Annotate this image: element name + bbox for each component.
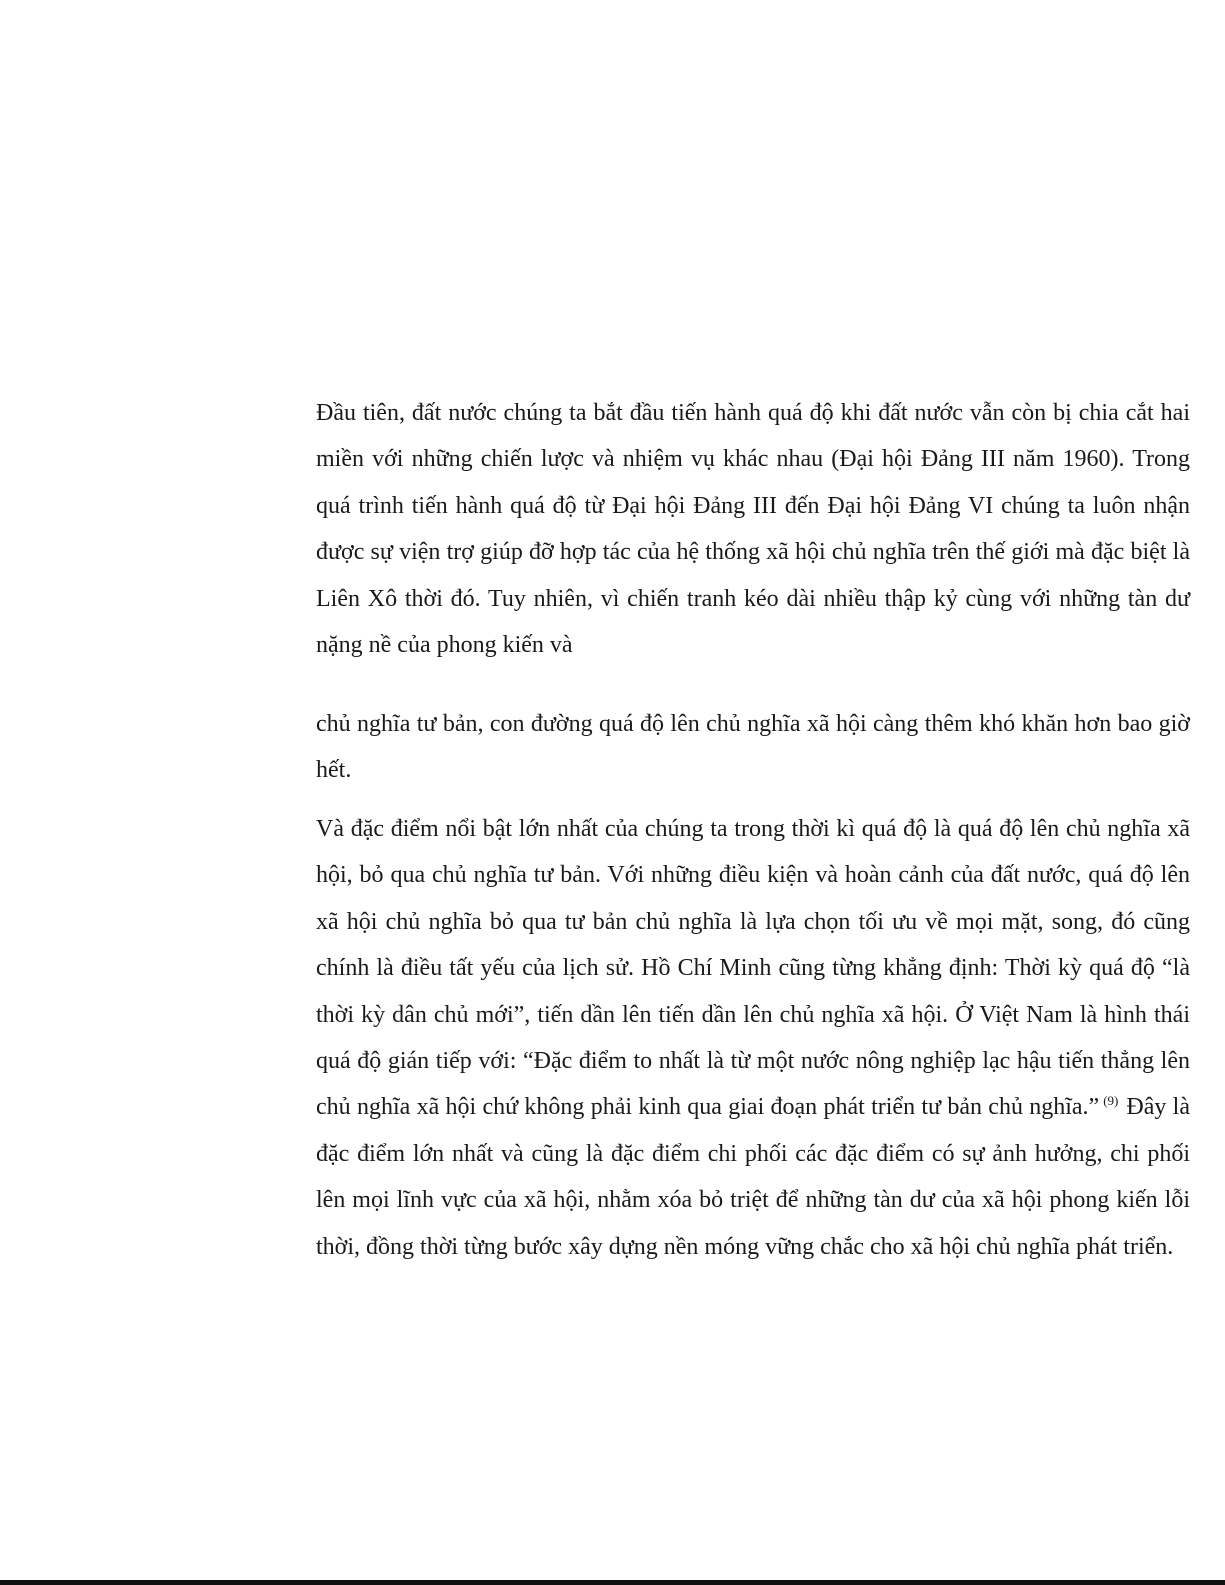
paragraph-main-feature-text-after-note: Đây là đặc điểm lớn nhất và cũng là đặc điểm chi phối các đặc điểm có sự ảnh hưởng, chi phối lên mọi lĩnh vực của xã hội, nhằm xóa bỏ triệt để những tàn dư của xã hội phong kiến lỗi thời, đồng thời từng bước xây dựng nền móng vững chắc cho xã hội chủ nghĩa phát triển. <box>316 1094 1190 1260</box>
paragraph-intro: Đầu tiên, đất nước chúng ta bắt đầu tiến hành quá độ khi đất nước vẫn còn bị chia cắt hai miền với những chiến lược và nhiệm vụ khác nhau (Đại hội Đảng III năm 1960). Trong quá trình tiến hành quá độ từ Đại hội Đảng III đến Đại hội Đảng VI chúng ta luôn nhận được sự viện trợ giúp đỡ hợp tác của hệ thống xã hội chủ nghĩa trên thế giới mà đặc biệt là Liên Xô thời đó. Tuy nhiên, vì chiến tranh kéo dài nhiều thập kỷ cùng với những tàn dư nặng nề của phong kiến và <box>316 400 1190 659</box>
page-bottom-border <box>0 1580 1225 1585</box>
paragraph-main-feature <box>316 806 1190 1270</box>
footnote-marker: (9) <box>1103 1093 1119 1109</box>
paragraph-main-feature-text: Và đặc điểm nổi bật lớn nhất của chúng ta trong thời kì quá độ là quá độ lên chủ nghĩa xã hội, bỏ qua chủ nghĩa tư bản. Với những điều kiện và hoàn cảnh của đất nước, quá độ lên xã hội chủ nghĩa bỏ qua tư bản chủ nghĩa là lựa chọn tối ưu về mọi mặt, song, đó cũng chính là điều tất yếu của lịch sử. Hồ Chí Minh cũng từng khẳng định: Thời kỳ quá độ “là thời kỳ dân chủ mới”, tiến dần lên tiến dần lên chủ nghĩa xã hội. Ở Việt Nam là hình thái quá độ gián tiếp với: “Đặc điểm to nhất là từ một nước nông nghiệp lạc hậu tiến thẳng lên chủ nghĩa xã hội chứ không phải kinh qua giai đoạn phát triển tư bản chủ nghĩa.” <box>316 816 1190 1121</box>
paragraph-intro-continued: chủ nghĩa tư bản, con đường quá độ lên chủ nghĩa xã hội càng thêm khó khăn hơn bao giờ hết. <box>316 711 1190 784</box>
